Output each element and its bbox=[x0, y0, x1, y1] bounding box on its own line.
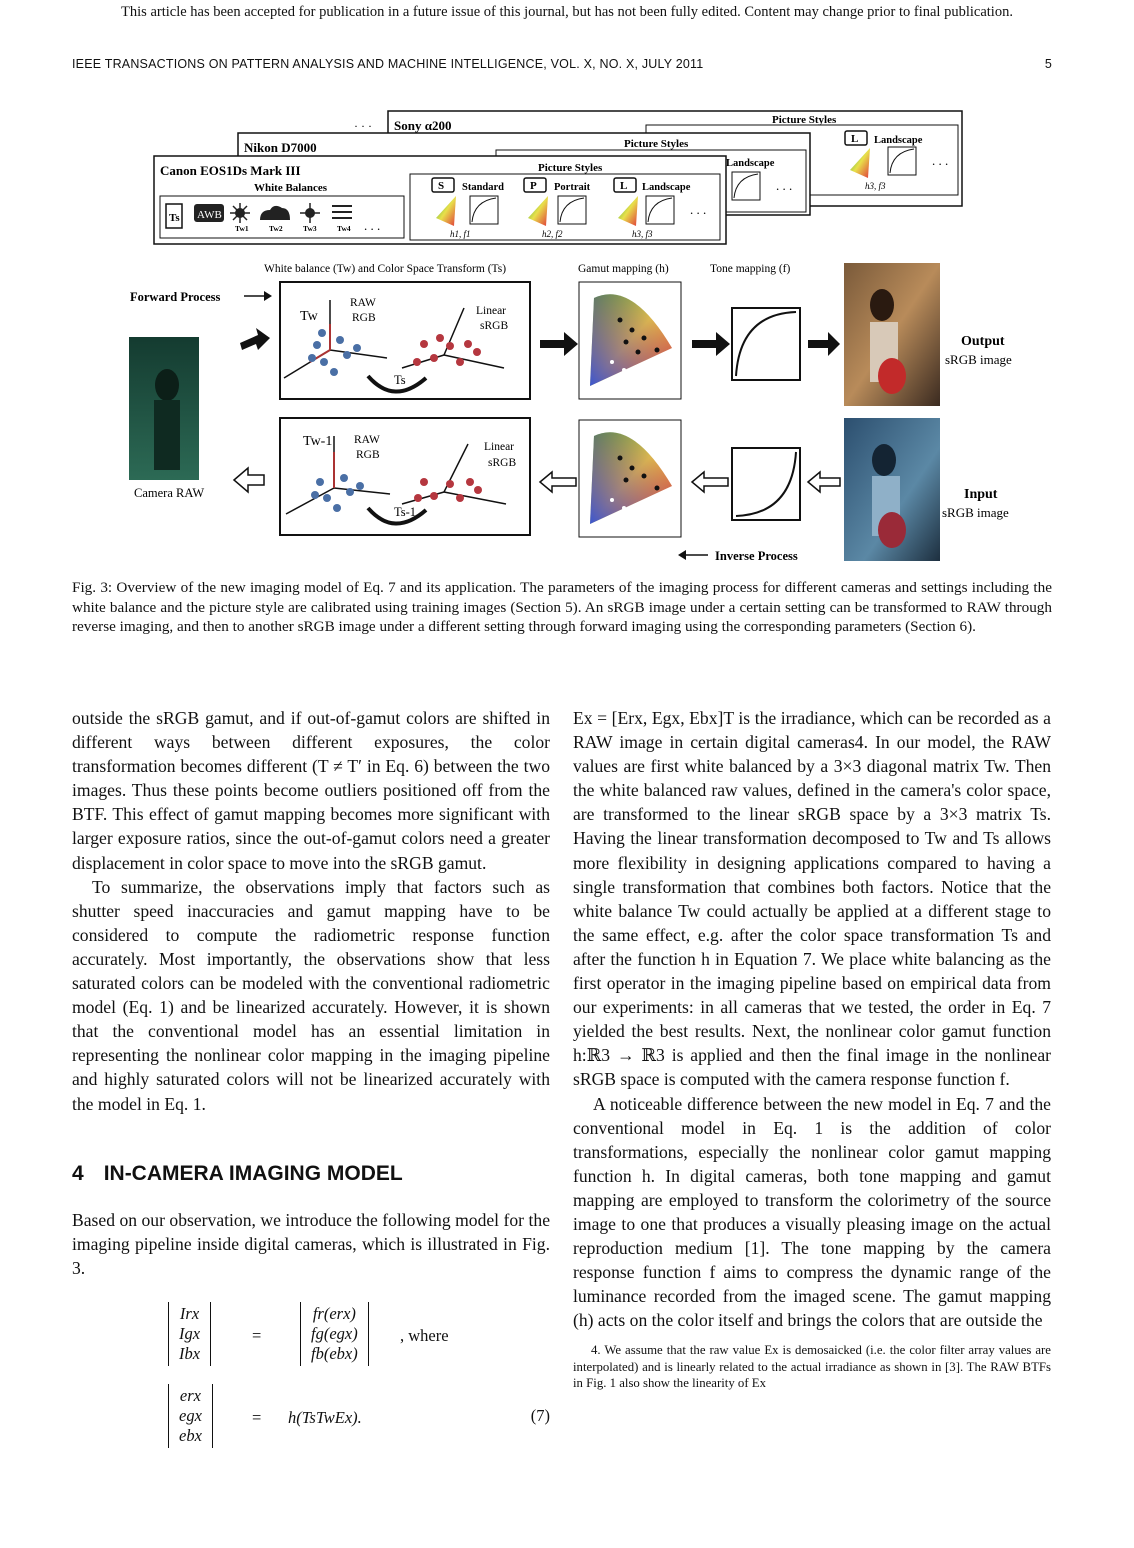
svg-text:P: P bbox=[530, 180, 537, 192]
svg-text:Tw2: Tw2 bbox=[269, 224, 283, 233]
forward-gamut-box bbox=[579, 282, 681, 399]
figure-caption: Fig. 3: Overview of the new imaging model of Eq. 7 and its application. The parameters of the imaging process for different cameras and settings including the white balance and the picture style are calibrated using training images (Section 5). An sRGB image under a certain setting can be transformed to RAW through reverse imaging, and then to another sRGB image under a different setting through forward imaging using the corresponding parameters (Section 6). bbox=[72, 579, 1052, 636]
equation-7: Irx Igx Ibx = fr(erx) fg(egx) fb(ebx) , where erx egx ebx = h(TsTwEx). (7) bbox=[72, 1302, 550, 1452]
output-sublabel: sRGB image bbox=[945, 352, 1012, 367]
inverse-process-label: Inverse Process bbox=[715, 549, 798, 563]
svg-text:h2, f2: h2, f2 bbox=[542, 229, 563, 239]
stage-title-wb: White balance (Tw) and Color Space Transform (Ts) bbox=[264, 263, 507, 275]
svg-text:h3, f3: h3, f3 bbox=[632, 229, 653, 239]
svg-text:h1, f1: h1, f1 bbox=[450, 229, 471, 239]
figure-3 bbox=[72, 100, 1062, 570]
paragraph: outside the sRGB gamut, and if out-of-gamut colors are shifted in different ways between different exposures, the color transformation becomes different (T ≠ T′ in Eq. 6) between the two images. Thus these points become outliers positioned off from the BTF. This effect of gamut mapping becomes more significant with larger exposure ratios, since the out-of-gamut colors need a greater displacement in color space to move into the sRGB gamut. bbox=[72, 708, 550, 873]
svg-text:Picture Styles: Picture Styles bbox=[624, 138, 689, 150]
svg-text:Tw: Tw bbox=[300, 309, 318, 324]
svg-text:Picture Styles: Picture Styles bbox=[772, 114, 837, 126]
running-head bbox=[72, 57, 1062, 71]
output-label: Output bbox=[961, 334, 1005, 349]
svg-text:. . .: . . . bbox=[932, 153, 949, 168]
inverse-gamut-box bbox=[579, 420, 681, 537]
svg-text:Ts-1: Ts-1 bbox=[394, 505, 417, 519]
svg-text:Landscape: Landscape bbox=[726, 158, 775, 169]
svg-text:h3, f3: h3, f3 bbox=[865, 181, 886, 191]
svg-text:RGB: RGB bbox=[356, 449, 380, 461]
svg-text:White Balances: White Balances bbox=[254, 182, 328, 194]
paragraph: Based on our observation, we introduce the following model for the imaging pipeline inside digital cameras, which is illustrated in Fig. 3. bbox=[72, 1209, 550, 1278]
forward-wb-box bbox=[280, 282, 530, 399]
footnote: 4. We assume that the raw value Ex is demosaicked (i.e. the color filter array values are interpolated) and is linearly related to the actual irradiance as shown in [3]. The RAW BTFs in Fig. 1 also show the linearity of Ex bbox=[573, 1343, 1051, 1391]
svg-text:RGB: RGB bbox=[352, 312, 376, 324]
svg-text:. . .: . . . bbox=[364, 218, 381, 233]
svg-text:Portrait: Portrait bbox=[554, 182, 591, 193]
svg-text:Tw-1: Tw-1 bbox=[303, 434, 333, 449]
paragraph: A noticeable difference between the new model in Eq. 7 and the conventional model in Eq. 1 is the addition of color transformations, especially the nonlinear color gamut mapping function h. In digital cameras, both tone mapping and gamut mapping are employed to transform the colorimetry of the source image to one that produces a visually pleasing image on the actual reproduction medium [1]. The tone mapping by the camera response function f aims to compress the dynamic range of the luminance recorded from the imaged scene. The gamut mapping (h) acts on the color itself and brings the colors that are outside the bbox=[573, 1093, 1051, 1331]
svg-text:Standard: Standard bbox=[462, 182, 505, 193]
forward-process-label: Forward Process bbox=[130, 290, 221, 304]
svg-text:RAW: RAW bbox=[354, 434, 380, 446]
svg-text:. . .: . . . bbox=[690, 202, 707, 217]
svg-text:Ts: Ts bbox=[169, 212, 180, 224]
paragraph: To summarize, the observations imply that factors such as shutter speed inaccuracies and gamut mapping have to be considered to compute the radiometric response function accurately. Most importantly, the observations show that less saturated colors can be modeled with the conventional radiometric model (Eq. 1) and be linearized accurately. However, it is shown that the conventional model has an essential limitation in representing the nonlinear color mapping in the imaging pipeline and highly saturated colors will not be linearized accurately with the model in Eq. 1. bbox=[72, 876, 550, 1114]
svg-text:Landscape: Landscape bbox=[642, 182, 691, 193]
svg-text:L: L bbox=[851, 133, 859, 145]
svg-text:Tw1: Tw1 bbox=[235, 224, 249, 233]
camera-name-nikon: Nikon D7000 bbox=[244, 140, 317, 155]
camera-name-sony: Sony α200 bbox=[394, 118, 452, 133]
stage-title-gamut: Gamut mapping (h) bbox=[578, 263, 669, 275]
svg-text:L: L bbox=[620, 180, 628, 192]
right-column bbox=[573, 706, 1051, 1392]
svg-text:Landscape: Landscape bbox=[874, 135, 923, 146]
camera-name-canon: Canon EOS1Ds Mark III bbox=[160, 163, 301, 178]
input-sublabel: sRGB image bbox=[942, 505, 1009, 520]
svg-text:Linear: Linear bbox=[476, 305, 507, 317]
ellipsis: · · · bbox=[354, 119, 372, 133]
section-heading: 4 IN-CAMERA IMAGING MODEL bbox=[72, 1161, 403, 1185]
svg-text:Tw4: Tw4 bbox=[337, 224, 351, 233]
svg-text:. . .: . . . bbox=[776, 178, 793, 193]
inverse-wb-box bbox=[280, 418, 530, 535]
camera-panel-canon bbox=[154, 156, 726, 244]
svg-text:sRGB: sRGB bbox=[488, 457, 517, 469]
input-label: Input bbox=[964, 487, 998, 502]
svg-text:AWB: AWB bbox=[197, 209, 222, 221]
stage-title-tone: Tone mapping (f) bbox=[710, 263, 791, 275]
svg-text:Linear: Linear bbox=[484, 441, 515, 453]
svg-text:Ts: Ts bbox=[394, 373, 406, 387]
svg-text:Tw3: Tw3 bbox=[303, 224, 317, 233]
forward-tone-box bbox=[732, 308, 800, 380]
acceptance-notice: This article has been accepted for publication in a future issue of this journal, but has not been fully edited. Content may change prior to final publication. bbox=[121, 4, 1013, 20]
left-column bbox=[72, 706, 550, 1452]
inverse-tone-box bbox=[732, 448, 800, 520]
svg-text:sRGB: sRGB bbox=[480, 320, 509, 332]
svg-text:S: S bbox=[438, 180, 445, 192]
svg-text:RAW: RAW bbox=[350, 297, 376, 309]
camera-raw-label: Camera RAW bbox=[134, 486, 205, 500]
paragraph: Ex = [Erx, Egx, Ebx]T is the irradiance, which can be recorded as a RAW image in certain digital cameras4. In our model, the RAW values are first white balanced by a 3×3 diagonal matrix Tw. Then the white balanced raw values, defined in the camera's color space, are transformed to the linear sRGB space by a 3×3 matrix Ts. Having the linear transformation decomposed to Tw and Ts allows more flexibility in designing applications compared to having a single transformation that combines both factors. Notice that the white balance Tw could actually be applied at a different stage to the same effect, e.g. after the color space transformation Ts and after the function h in Equation 7. We place white balancing as the first operator in the imaging pipeline based on empirical data from our experiments: in all cameras that we tested, the order in Eq. 7 yielded the best results. Next, the nonlinear color gamut function h:ℝ3 → ℝ3 is applied and then the final image in the nonlinear sRGB space is computed with the camera response function f. bbox=[573, 708, 1051, 1090]
svg-text:Picture Styles: Picture Styles bbox=[538, 162, 603, 174]
page-number: 5 bbox=[1044, 57, 1052, 71]
journal-name: IEEE TRANSACTIONS ON PATTERN ANALYSIS AND MACHINE INTELLIGENCE, VOL. X, NO. X, JULY 2011 bbox=[72, 57, 704, 71]
